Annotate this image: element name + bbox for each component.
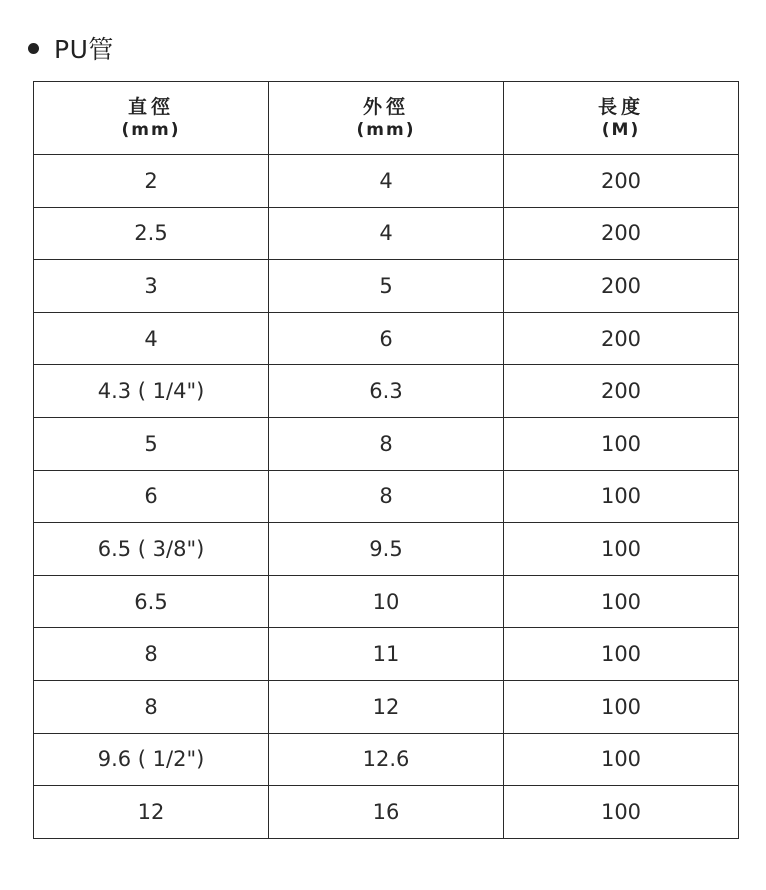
inner-diameter-cell: 8: [34, 628, 269, 681]
outer-diameter-cell: 6.3: [269, 365, 504, 418]
outer-diameter-cell: 8: [269, 470, 504, 523]
table-row: [34, 260, 739, 313]
table-row: [34, 417, 739, 470]
inner-diameter-cell: 12: [34, 786, 269, 839]
section-title: [28, 28, 114, 68]
outer-diameter-cell: 5: [269, 260, 504, 313]
header-inner-diameter: [34, 82, 269, 155]
table-row: [34, 786, 739, 839]
header-length: [504, 82, 739, 155]
length-cell: 200: [504, 260, 739, 313]
length-cell: 200: [504, 312, 739, 365]
table-row: [34, 155, 739, 208]
table-row: [34, 680, 739, 733]
outer-diameter-cell: 4: [269, 207, 504, 260]
inner-diameter-cell: 6: [34, 470, 269, 523]
inner-diameter-cell: 5: [34, 417, 269, 470]
header-outer-diameter: [269, 82, 504, 155]
length-cell: 100: [504, 523, 739, 576]
length-cell: 200: [504, 207, 739, 260]
header-label: 直徑: [127, 96, 174, 118]
inner-diameter-cell: 6.5 ( 3/8"): [34, 523, 269, 576]
outer-diameter-cell: 4: [269, 155, 504, 208]
outer-diameter-cell: 12.6: [269, 733, 504, 786]
title-text: PU管: [54, 35, 114, 64]
table-row: [34, 207, 739, 260]
inner-diameter-cell: 4.3 ( 1/4"): [34, 365, 269, 418]
table-row: [34, 575, 739, 628]
outer-diameter-cell: 11: [269, 628, 504, 681]
length-cell: 100: [504, 470, 739, 523]
table-row: [34, 470, 739, 523]
header-label: 外徑: [362, 96, 409, 118]
outer-diameter-cell: 16: [269, 786, 504, 839]
header-unit: (mm): [121, 120, 181, 140]
length-cell: 200: [504, 155, 739, 208]
table-header-row: [34, 82, 739, 155]
outer-diameter-cell: 6: [269, 312, 504, 365]
length-cell: 100: [504, 733, 739, 786]
inner-diameter-cell: 3: [34, 260, 269, 313]
outer-diameter-cell: 8: [269, 417, 504, 470]
table-row: [34, 628, 739, 681]
inner-diameter-cell: 8: [34, 680, 269, 733]
header-unit: (mm): [356, 120, 416, 140]
inner-diameter-cell: 4: [34, 312, 269, 365]
inner-diameter-cell: 9.6 ( 1/2"): [34, 733, 269, 786]
length-cell: 100: [504, 417, 739, 470]
spec-table: [33, 81, 739, 839]
inner-diameter-cell: 2.5: [34, 207, 269, 260]
length-cell: 100: [504, 628, 739, 681]
header-label: 長度: [597, 96, 644, 118]
length-cell: 100: [504, 680, 739, 733]
inner-diameter-cell: 2: [34, 155, 269, 208]
length-cell: 200: [504, 365, 739, 418]
bullet-icon: [28, 43, 39, 54]
header-unit: (M): [601, 120, 641, 140]
length-cell: 100: [504, 575, 739, 628]
outer-diameter-cell: 9.5: [269, 523, 504, 576]
table-row: [34, 733, 739, 786]
inner-diameter-cell: 6.5: [34, 575, 269, 628]
table-row: [34, 365, 739, 418]
outer-diameter-cell: 10: [269, 575, 504, 628]
outer-diameter-cell: 12: [269, 680, 504, 733]
table-row: [34, 312, 739, 365]
length-cell: 100: [504, 786, 739, 839]
table-row: [34, 523, 739, 576]
